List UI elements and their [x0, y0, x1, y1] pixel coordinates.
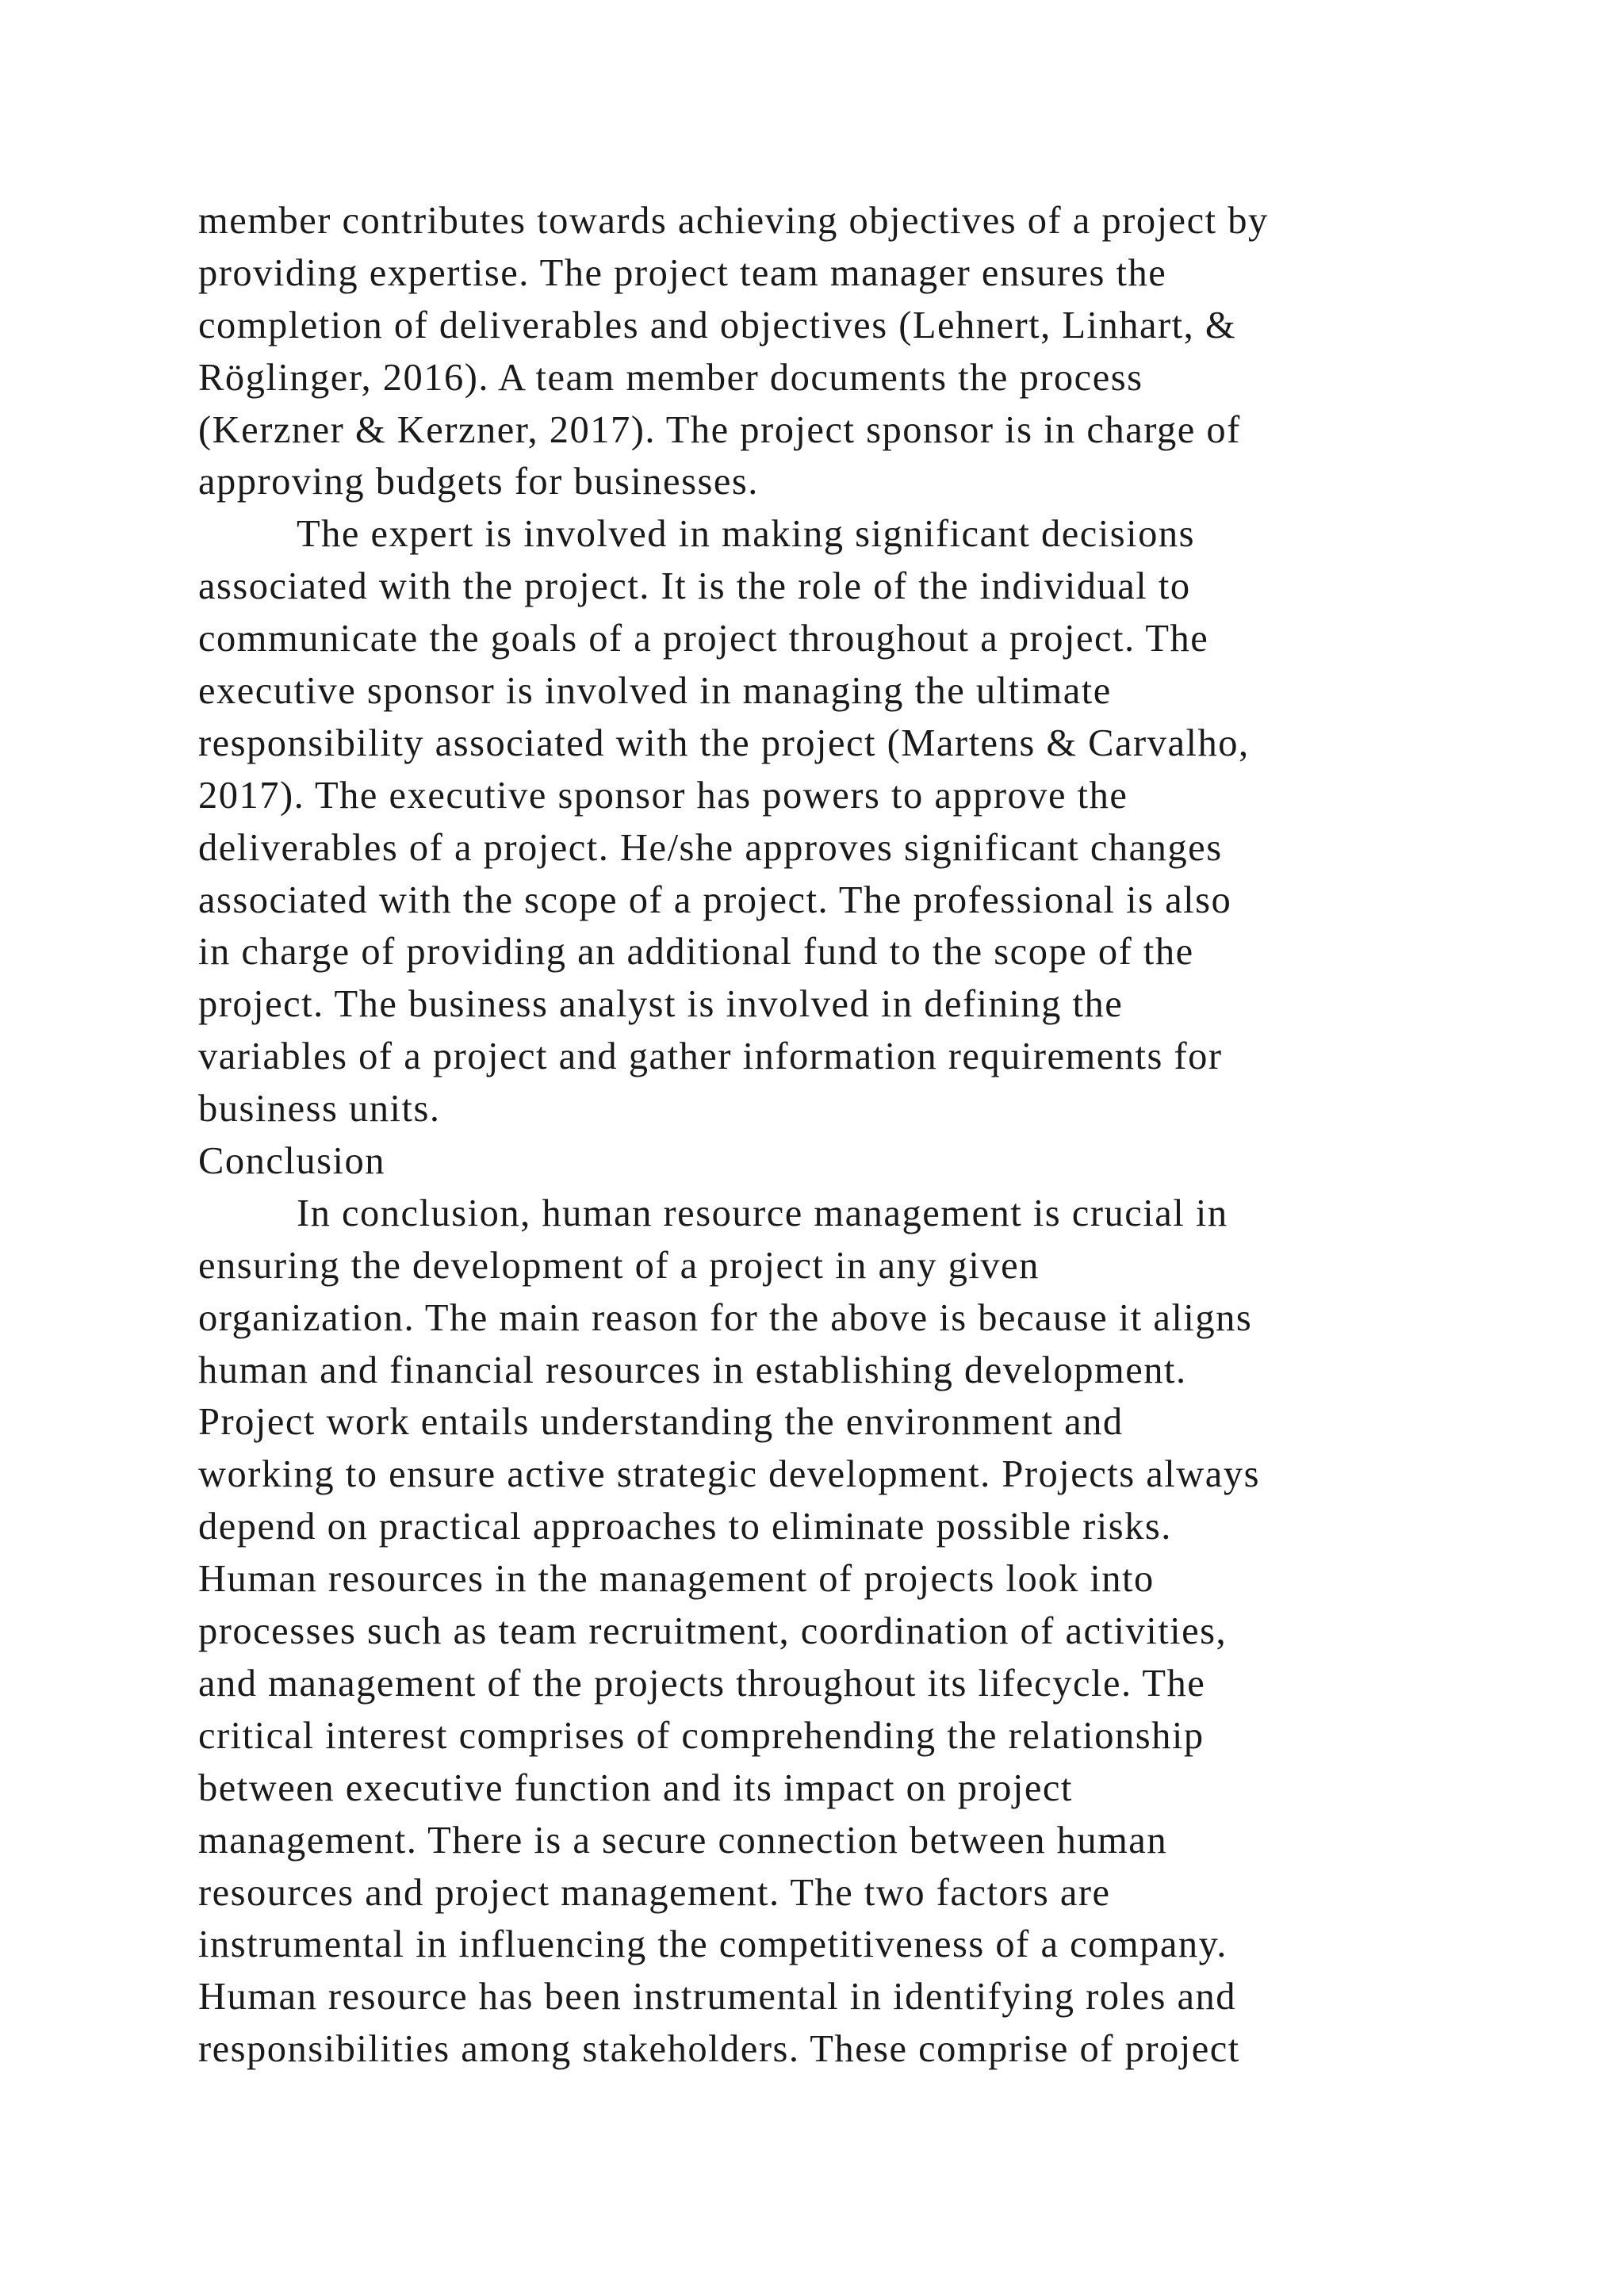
text-line: human and financial resources in establishing development. [198, 1349, 1187, 1391]
text-line: providing expertise. The project team manager ensures the [198, 251, 1167, 294]
text-line: executive sponsor is involved in managing the ultimate [198, 670, 1112, 713]
paragraph-executive-sponsor [198, 508, 1483, 1135]
text-line: completion of deliverables and objectives (Lehnert, Linhart, & [198, 304, 1237, 346]
text-line: instrumental in influencing the competitiveness of a company. [198, 1923, 1228, 1966]
text-line: associated with the project. It is the role of the individual to [198, 565, 1191, 608]
text-line: (Kerzner & Kerzner, 2017). The project sponsor is in charge of [198, 408, 1241, 451]
section-heading: Conclusion [198, 1140, 385, 1183]
text-line: member contributes towards achieving objectives of a project by [198, 200, 1269, 242]
text-line: approving budgets for businesses. [198, 461, 759, 503]
text-line: variables of a project and gather information requirements for [198, 1035, 1223, 1078]
text-line: working to ensure active strategic development. Projects always [198, 1453, 1260, 1496]
text-line: in charge of providing an additional fund to the scope of the [198, 931, 1194, 974]
text-line: 2017). The executive sponsor has powers to approve the [198, 774, 1128, 817]
text-line: Human resources in the management of projects look into [198, 1558, 1155, 1601]
text-line: and management of the projects throughout its lifecycle. The [198, 1662, 1206, 1705]
text-line: communicate the goals of a project throughout a project. The [198, 618, 1209, 660]
text-line: processes such as team recruitment, coordination of activities, [198, 1610, 1228, 1653]
text-line: Human resource has been instrumental in identifying roles and [198, 1976, 1237, 2019]
text-line: project. The business analyst is involved in defining the [198, 983, 1124, 1026]
text-line: responsibilities among stakeholders. These comprise of project [198, 2028, 1240, 2071]
text-line: depend on practical approaches to eliminate possible risks. [198, 1506, 1172, 1548]
text-line: organization. The main reason for the above is because it aligns [198, 1296, 1253, 1339]
paragraph-conclusion [198, 1188, 1483, 2076]
text-line: management. There is a secure connection between human [198, 1819, 1168, 1862]
text-line: resources and project management. The two factors are [198, 1871, 1111, 1914]
text-line: critical interest comprises of comprehending the relationship [198, 1714, 1205, 1757]
document-body [198, 195, 1483, 2076]
text-line: associated with the scope of a project. The professional is also [198, 878, 1232, 921]
text-line: responsibility associated with the project (Martens & Carvalho, [198, 721, 1250, 764]
text-line: Project work entails understanding the environment and [198, 1401, 1124, 1444]
paragraph-roles [198, 195, 1483, 508]
text-line: business units. [198, 1088, 441, 1131]
text-line: In conclusion, human resource management is crucial in [297, 1192, 1228, 1234]
text-line: deliverables of a project. He/she approves significant changes [198, 826, 1223, 869]
text-line: Röglinger, 2016). A team member documents the process [198, 356, 1143, 399]
text-line: between executive function and its impact on project [198, 1766, 1073, 1809]
text-line: ensuring the development of a project in any given [198, 1244, 1040, 1287]
text-line: The expert is involved in making significant decisions [297, 513, 1195, 556]
